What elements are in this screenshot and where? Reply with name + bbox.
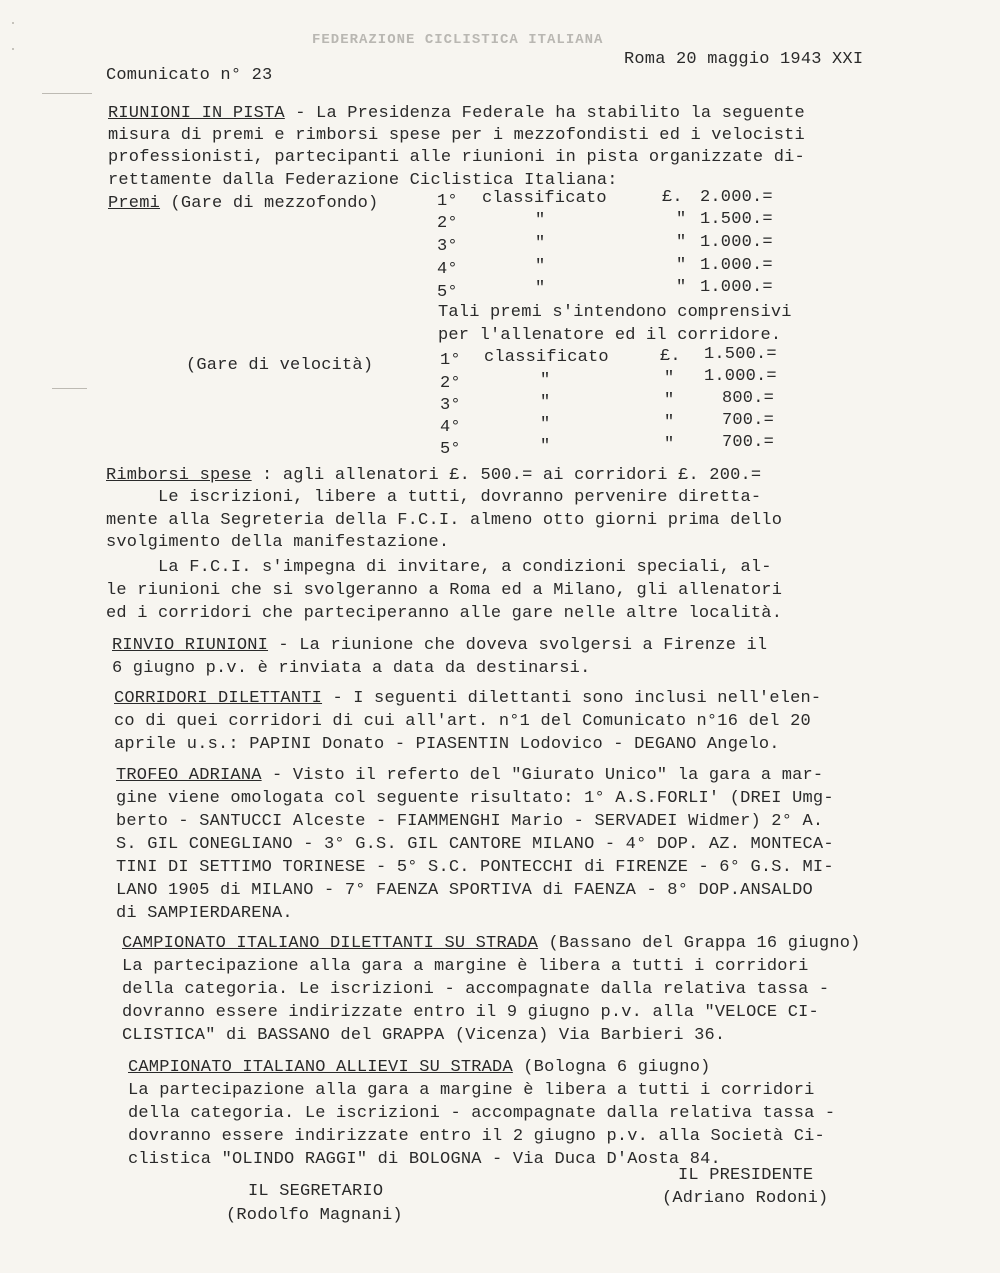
riunioni-line: professionisti, partecipanti alle riunioni in pista organizzate di- xyxy=(108,148,805,167)
row-desc: " xyxy=(540,371,551,390)
row-position: 3° xyxy=(437,237,458,256)
rinvio-line: 6 giugno p.v. è rinviata a data da destinarsi. xyxy=(112,659,591,678)
row-amount: 1.000.= xyxy=(700,233,773,252)
communique-number: Comunicato n° 23 xyxy=(106,66,273,85)
margin-mark xyxy=(42,93,92,94)
punch-mark xyxy=(12,22,14,24)
row-amount: 1.000.= xyxy=(700,256,773,275)
allievi-strada-title xyxy=(128,1058,711,1078)
row-currency: " xyxy=(676,256,687,275)
row-currency: £. xyxy=(660,347,681,366)
riunioni-line-1 xyxy=(108,104,805,124)
row-desc: " xyxy=(535,211,546,230)
dilettanti-strada-line: La partecipazione alla gara a margine è libera a tutti i corridori xyxy=(122,957,809,976)
row-amount: 1.000.= xyxy=(700,278,773,297)
allievi-strada-line: dovranno essere indirizzate entro il 2 giugno p.v. alla Società Ci- xyxy=(128,1127,825,1146)
row-position: 4° xyxy=(440,418,461,437)
row-position: 2° xyxy=(437,214,458,233)
velocita-label: (Gare di velocità) xyxy=(186,356,374,375)
margin-mark xyxy=(52,388,87,389)
trofeo-heading: TROFEO ADRIANA xyxy=(116,766,262,785)
premi-note: per l'allenatore ed il corridore. xyxy=(438,326,782,345)
trofeo-text: - Visto il referto del "Giurato Unico" la gara a mar- xyxy=(261,766,824,785)
row-desc: " xyxy=(540,393,551,412)
row-position: 4° xyxy=(437,260,458,279)
row-amount: 700.= xyxy=(722,411,775,430)
allievi-strada-line: della categoria. Le iscrizioni - accompagnate dalla relativa tassa - xyxy=(128,1104,836,1123)
president-title: IL PRESIDENTE xyxy=(678,1166,814,1185)
premi-row-label xyxy=(108,194,378,214)
dilettanti-strada-place: (Bassano del Grappa 16 giugno) xyxy=(538,934,861,953)
row-currency: " xyxy=(664,435,675,454)
corridori-line: aprile u.s.: PAPINI Donato - PIASENTIN Lodovico - DEGANO Angelo. xyxy=(114,735,780,754)
row-currency: " xyxy=(664,391,675,410)
row-desc: " xyxy=(535,257,546,276)
row-desc: " xyxy=(540,437,551,456)
corridori-text: - I seguenti dilettanti sono inclusi nell'elen- xyxy=(322,689,822,708)
row-currency: " xyxy=(676,210,687,229)
iscrizioni-line: svolgimento della manifestazione. xyxy=(106,533,450,552)
row-amount: 1.000.= xyxy=(704,367,777,386)
riunioni-heading: RIUNIONI IN PISTA xyxy=(108,104,285,123)
secretary-name: (Rodolfo Magnani) xyxy=(226,1206,403,1225)
rinvio-heading: RINVIO RIUNIONI xyxy=(112,636,269,655)
row-currency: " xyxy=(664,369,675,388)
invito-line: La F.C.I. s'impegna di invitare, a condizioni speciali, al- xyxy=(106,558,772,577)
row-currency: £. xyxy=(662,188,683,207)
trofeo-line: TINI DI SETTIMO TORINESE - 5° S.C. PONTECCHI di FIRENZE - 6° G.S. MI- xyxy=(116,858,834,877)
row-amount: 700.= xyxy=(722,433,775,452)
rinvio-text: - La riunione che doveva svolgersi a Firenze il xyxy=(268,636,768,655)
letterhead: FEDERAZIONE CICLISTICA ITALIANA xyxy=(312,32,604,48)
rinvio-line-1 xyxy=(112,636,767,656)
place-date: Roma 20 maggio 1943 XXI xyxy=(624,50,864,69)
riunioni-text: - La Presidenza Federale ha stabilito la seguente xyxy=(284,104,805,123)
riunioni-line: rettamente dalla Federazione Ciclistica Italiana: xyxy=(108,171,618,190)
secretary-title: IL SEGRETARIO xyxy=(248,1182,384,1201)
allievi-strada-line: clistica "OLINDO RAGGI" di BOLOGNA - Via Duca D'Aosta 84. xyxy=(128,1150,721,1169)
dilettanti-strada-line: CLISTICA" di BASSANO del GRAPPA (Vicenza) Via Barbieri 36. xyxy=(122,1026,726,1045)
row-desc: classificato xyxy=(482,189,607,208)
riunioni-line: misura di premi e rimborsi spese per i mezzofondisti ed i velocisti xyxy=(108,126,805,145)
iscrizioni-line: Le iscrizioni, libere a tutti, dovranno pervenire diretta- xyxy=(106,488,762,507)
row-desc: " xyxy=(535,279,546,298)
row-position: 5° xyxy=(440,440,461,459)
trofeo-line: di SAMPIERDARENA. xyxy=(116,904,293,923)
row-position: 3° xyxy=(440,396,461,415)
row-desc: " xyxy=(540,415,551,434)
invito-line: le riunioni che si svolgeranno a Roma ed a Milano, gli allenatori xyxy=(106,581,783,600)
row-position: 2° xyxy=(440,374,461,393)
row-position: 1° xyxy=(437,192,458,211)
rimborsi-text: : agli allenatori £. 500.= ai corridori £. 200.= xyxy=(251,466,762,485)
invito-line: ed i corridori che parteciperanno alle gare nelle altre località. xyxy=(106,604,783,623)
row-desc: " xyxy=(535,234,546,253)
rimborsi-label: Rimborsi spese xyxy=(106,466,252,485)
dilettanti-strada-heading: CAMPIONATO ITALIANO DILETTANTI SU STRADA xyxy=(122,934,539,953)
row-amount: 1.500.= xyxy=(700,210,773,229)
trofeo-line: gine viene omologata col seguente risultato: 1° A.S.FORLI' (DREI Umg- xyxy=(116,789,834,808)
allievi-strada-line: La partecipazione alla gara a margine è libera a tutti i corridori xyxy=(128,1081,815,1100)
row-desc: classificato xyxy=(484,348,609,367)
mezzofondo-label: (Gare di mezzofondo) xyxy=(170,194,379,213)
corridori-line: co di quei corridori di cui all'art. n°1 del Comunicato n°16 del 20 xyxy=(114,712,811,731)
row-position: 1° xyxy=(440,351,461,370)
row-amount: 800.= xyxy=(722,389,775,408)
allievi-strada-place: (Bologna 6 giugno) xyxy=(512,1058,711,1077)
row-currency: " xyxy=(676,278,687,297)
punch-mark xyxy=(12,48,14,50)
row-amount: 1.500.= xyxy=(704,345,777,364)
trofeo-line: S. GIL CONEGLIANO - 3° G.S. GIL CANTORE MILANO - 4° DOP. AZ. MONTECA- xyxy=(116,835,834,854)
dilettanti-strada-line: dovranno essere indirizzate entro il 9 giugno p.v. alla "VELOCE CI- xyxy=(122,1003,819,1022)
dilettanti-strada-title xyxy=(122,934,861,954)
premi-note: Tali premi s'intendono comprensivi xyxy=(438,303,792,322)
iscrizioni-line: mente alla Segreteria della F.C.I. almeno otto giorni prima dello xyxy=(106,511,783,530)
rimborsi-line xyxy=(106,466,761,486)
row-currency: " xyxy=(664,413,675,432)
trofeo-line: LANO 1905 di MILANO - 7° FAENZA SPORTIVA di FAENZA - 8° DOP.ANSALDO xyxy=(116,881,813,900)
corridori-heading: CORRIDORI DILETTANTI xyxy=(114,689,323,708)
dilettanti-strada-line: della categoria. Le iscrizioni - accompagnate dalla relativa tassa - xyxy=(122,980,830,999)
trofeo-line: berto - SANTUCCI Alceste - FIAMMENGHI Mario - SERVADEI Widmer) 2° A. xyxy=(116,812,824,831)
allievi-strada-heading: CAMPIONATO ITALIANO ALLIEVI SU STRADA xyxy=(128,1058,513,1077)
row-amount: 2.000.= xyxy=(700,188,773,207)
premi-label: Premi xyxy=(108,194,161,213)
row-currency: " xyxy=(676,233,687,252)
corridori-line-1 xyxy=(114,689,821,709)
trofeo-line-1 xyxy=(116,766,823,786)
president-name: (Adriano Rodoni) xyxy=(662,1189,829,1208)
row-position: 5° xyxy=(437,283,458,302)
